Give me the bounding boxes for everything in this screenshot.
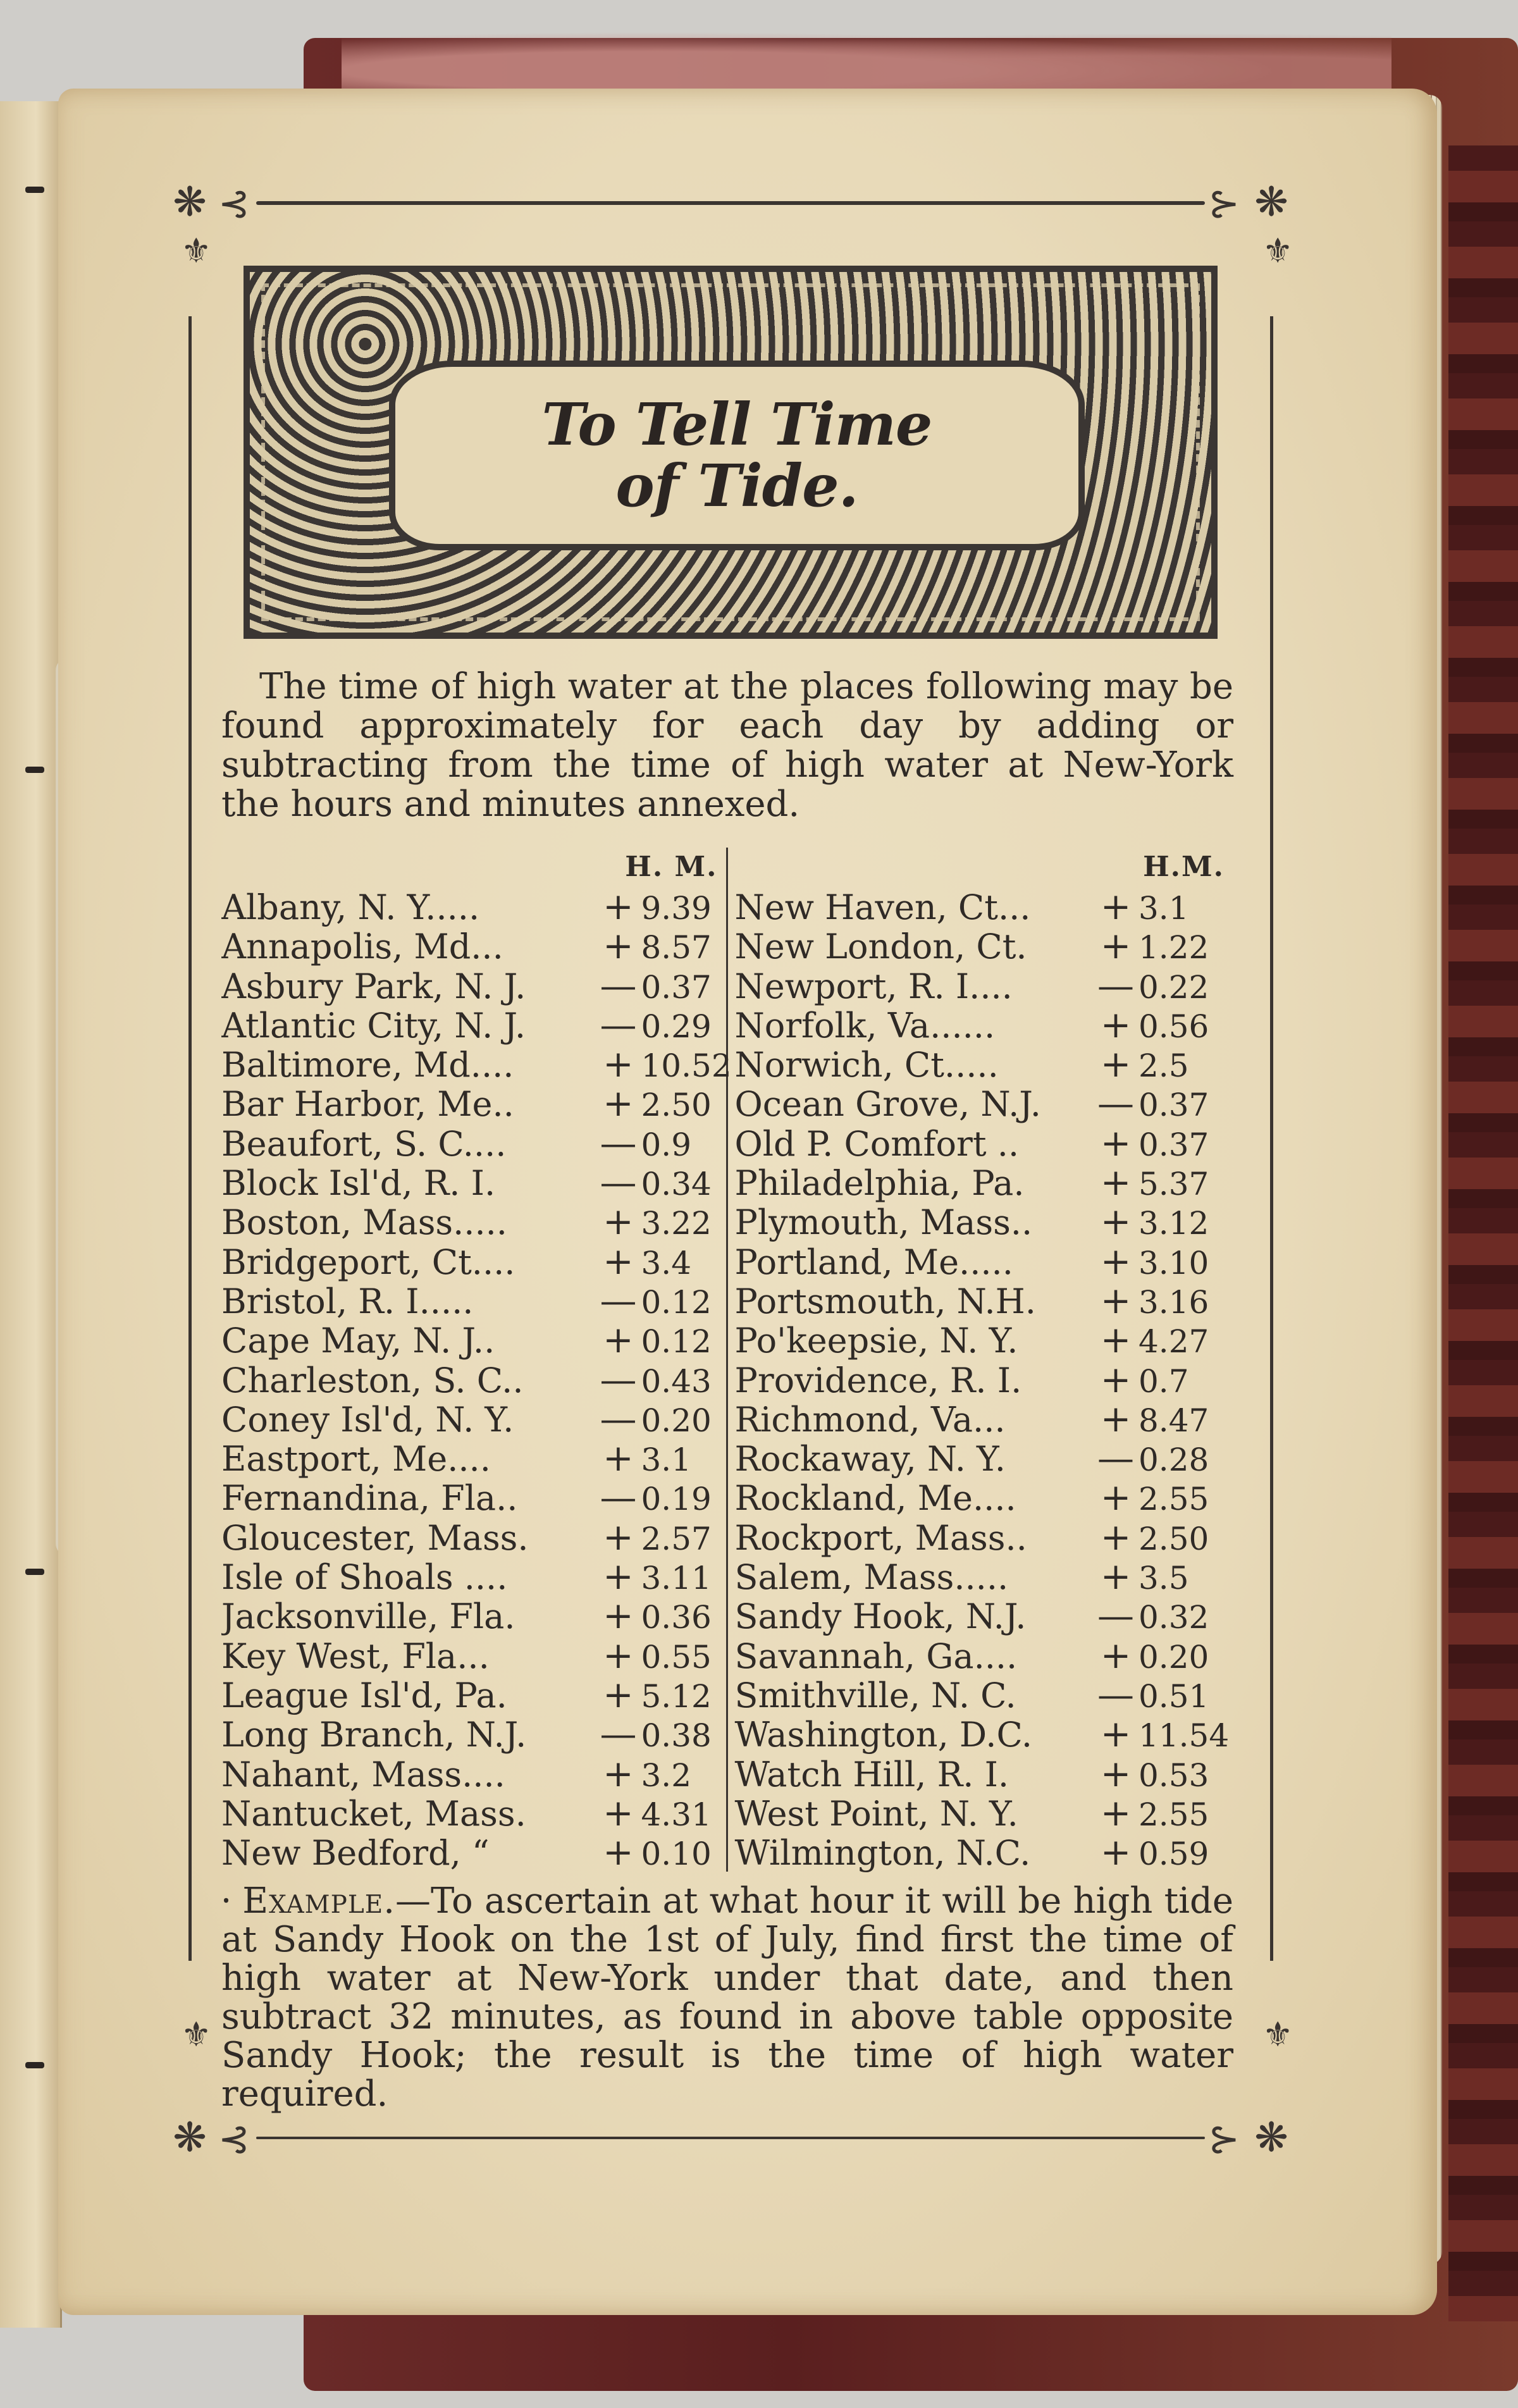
offset-value: 8.57	[641, 929, 712, 966]
place-name: Watch Hill, R. I.	[734, 1755, 1009, 1794]
column-header-hm: H.M.	[1143, 851, 1225, 883]
table-row	[734, 924, 1233, 968]
offset-sign: +	[603, 1042, 634, 1086]
offset-sign: +	[1100, 1278, 1132, 1322]
place-name: Newport, R. I....	[734, 966, 1013, 1006]
place-name: Coney Isl'd, N. Y.	[221, 1400, 514, 1440]
place-name: Eastport, Me....	[221, 1440, 491, 1479]
table-row	[734, 1793, 1233, 1832]
offset-value: 3.1	[641, 1442, 692, 1479]
pillar-ornament-icon: ⚜	[1262, 231, 1293, 271]
place-name: New Haven, Ct...	[734, 888, 1031, 927]
offset-value: 0.22	[1138, 968, 1209, 1006]
offset-value: 3.22	[641, 1205, 712, 1242]
offset-value: 3.16	[1138, 1283, 1209, 1321]
table-row	[734, 1278, 1233, 1322]
place-name: Washington, D.C.	[734, 1715, 1033, 1755]
left-rows	[221, 885, 732, 1874]
pillar-ornament-icon: ⚜	[181, 2015, 212, 2054]
table-row	[734, 1123, 1233, 1163]
place-name: Atlantic City, N. J.	[221, 1006, 526, 1046]
place-name: Ocean Grove, N.J.	[734, 1085, 1041, 1125]
place-name: New Bedford, “	[221, 1834, 490, 1874]
intro-text: The time of high water at the places following may be found approximately for each day by adding or subtracting from the time of high water at New-York the hours and minutes annexed.	[221, 666, 1233, 825]
table-row	[221, 1357, 726, 1401]
offset-value: 2.55	[1138, 1481, 1209, 1518]
table-row	[221, 887, 726, 926]
offset-value: 5.37	[1138, 1166, 1209, 1203]
place-name: Po'keepsie, N. Y.	[734, 1321, 1018, 1361]
offset-sign: +	[1100, 1633, 1132, 1677]
table-row	[221, 1278, 726, 1322]
place-name: Plymouth, Mass..	[734, 1203, 1033, 1243]
offset-sign: +	[603, 924, 634, 968]
offset-sign: +	[603, 1515, 634, 1559]
binding-mark	[25, 767, 44, 773]
place-name: Boston, Mass.....	[221, 1203, 507, 1243]
offset-sign: +	[1100, 1751, 1132, 1795]
place-name: Isle of Shoals ....	[221, 1558, 508, 1598]
offset-sign: —	[600, 1476, 637, 1519]
book-spine-edge	[1448, 145, 1518, 2321]
offset-value: 0.7	[1138, 1362, 1189, 1400]
table-row	[221, 1163, 726, 1202]
offset-value: 0.32	[1138, 1599, 1209, 1636]
offset-sign: —	[600, 963, 637, 1007]
table-row	[221, 1200, 726, 1244]
binding-mark	[25, 1569, 44, 1575]
place-name: Nantucket, Mass.	[221, 1794, 526, 1834]
offset-value: 0.43	[641, 1362, 712, 1400]
offset-value: 3.1	[1138, 890, 1189, 927]
offset-sign: —	[1097, 1082, 1134, 1125]
offset-value: 3.4	[641, 1244, 692, 1281]
offset-sign: +	[1100, 1200, 1132, 1244]
offset-sign: +	[603, 1594, 634, 1638]
offset-value: 0.37	[641, 968, 712, 1006]
offset-sign: +	[603, 1633, 634, 1677]
offset-sign: +	[603, 1082, 634, 1125]
offset-sign: +	[1100, 1555, 1132, 1598]
place-name: Norfolk, Va......	[734, 1006, 996, 1046]
table-row	[221, 1084, 726, 1123]
offset-value: 0.20	[641, 1402, 712, 1439]
offset-value: 3.5	[1138, 1560, 1189, 1597]
offset-value: 10.52	[641, 1047, 732, 1085]
place-name: Beaufort, S. C....	[221, 1124, 507, 1164]
example-bullet-icon: ⸱	[221, 1880, 243, 1922]
column-header-hm: H. M.	[625, 851, 718, 883]
corner-ornament-icon: ❋	[1254, 2115, 1288, 2161]
offset-value: 0.56	[1138, 1008, 1209, 1045]
title-cartouche	[244, 266, 1218, 639]
corner-ornament-icon: ❋	[1254, 179, 1288, 226]
table-row	[221, 1832, 726, 1872]
intro-paragraph	[221, 667, 1233, 824]
offset-value: 1.22	[1138, 929, 1209, 966]
offset-value: 3.12	[1138, 1205, 1209, 1242]
offset-sign: +	[1100, 924, 1132, 968]
table-row	[221, 1005, 726, 1044]
place-name: Gloucester, Mass.	[221, 1518, 529, 1558]
offset-sign: +	[1100, 1003, 1132, 1046]
place-name: Long Branch, N.J.	[221, 1715, 527, 1755]
place-name: Rockaway, N. Y.	[734, 1440, 1006, 1479]
place-name: Asbury Park, N. J.	[221, 966, 526, 1006]
offset-value: 5.12	[641, 1677, 712, 1715]
place-name: Block Isl'd, R. I.	[221, 1164, 496, 1204]
table-row	[734, 887, 1233, 926]
offset-value: 3.11	[641, 1560, 712, 1597]
offset-sign: +	[603, 1831, 634, 1874]
pillar-ornament-icon: ⚜	[181, 231, 212, 271]
binding-mark	[25, 2062, 44, 2068]
top-rule	[256, 201, 1205, 205]
offset-sign: +	[1100, 1161, 1132, 1204]
flourish-left-icon: ⊰	[218, 2117, 250, 2161]
table-column-left	[221, 848, 732, 1874]
offset-sign: —	[600, 1357, 637, 1401]
place-name: Portsmouth, N.H.	[734, 1281, 1036, 1321]
offset-value: 2.57	[641, 1520, 712, 1557]
offset-value: 0.29	[641, 1008, 712, 1045]
place-name: Bristol, R. I.....	[221, 1281, 474, 1321]
table-row	[221, 1633, 726, 1677]
place-name: Key West, Fla...	[221, 1636, 490, 1676]
offset-sign: —	[600, 1712, 637, 1756]
offset-sign: —	[600, 1278, 637, 1322]
offset-value: 0.51	[1138, 1677, 1209, 1715]
offset-sign: +	[1100, 1515, 1132, 1559]
offset-sign: +	[603, 1436, 634, 1480]
place-name: League Isl'd, Pa.	[221, 1676, 507, 1715]
table-row	[734, 1357, 1233, 1401]
offset-value: 3.10	[1138, 1244, 1209, 1281]
place-name: Fernandina, Fla..	[221, 1479, 518, 1519]
table-row	[734, 1751, 1233, 1795]
table-row	[734, 1478, 1233, 1517]
table-row	[221, 1751, 726, 1795]
offset-sign: +	[1100, 1239, 1132, 1283]
place-name: Rockland, Me....	[734, 1479, 1016, 1519]
table-row	[221, 1557, 726, 1596]
table-row	[734, 1044, 1233, 1084]
table-row	[734, 1084, 1233, 1123]
offset-sign: —	[1097, 1436, 1134, 1480]
offset-sign: +	[1100, 1791, 1132, 1834]
offset-sign: —	[600, 1003, 637, 1046]
table-row	[221, 1517, 726, 1557]
table-row	[734, 1438, 1233, 1478]
offset-value: 0.28	[1138, 1442, 1209, 1479]
right-rule	[1270, 316, 1273, 1961]
offset-sign: —	[1097, 1594, 1134, 1638]
table-row	[734, 963, 1233, 1007]
offset-sign: +	[603, 1791, 634, 1834]
offset-sign: +	[603, 1239, 634, 1283]
example-paragraph	[221, 1882, 1233, 2113]
place-name: Annapolis, Md...	[221, 927, 503, 967]
offset-value: 0.37	[1138, 1087, 1209, 1124]
table-row	[221, 1478, 726, 1517]
offset-sign: —	[600, 1397, 637, 1440]
offset-sign: +	[603, 1200, 634, 1244]
place-name: West Point, N. Y.	[734, 1794, 1018, 1834]
table-row	[734, 1832, 1233, 1872]
place-name: New London, Ct.	[734, 927, 1027, 967]
table-row	[221, 963, 726, 1007]
offset-sign: +	[603, 1555, 634, 1598]
offset-sign: +	[1100, 885, 1132, 928]
place-name: Salem, Mass.....	[734, 1558, 1009, 1598]
flourish-right-icon: ⊱	[1208, 2117, 1240, 2161]
table-row	[734, 1594, 1233, 1638]
table-row	[221, 1712, 726, 1756]
table-row	[734, 1163, 1233, 1202]
offset-sign: +	[603, 1318, 634, 1362]
offset-value: 9.39	[641, 890, 712, 927]
offset-value: 0.36	[641, 1599, 712, 1636]
table-row	[221, 1594, 726, 1638]
table-row	[221, 1672, 726, 1716]
offset-sign: +	[1100, 1712, 1132, 1756]
offset-sign: +	[603, 885, 634, 928]
offset-sign: +	[1100, 1831, 1132, 1874]
place-name: Old P. Comfort ..	[734, 1124, 1020, 1164]
offset-value: 8.47	[1138, 1402, 1209, 1439]
bottom-rule	[256, 2137, 1205, 2139]
flourish-left-icon: ⊰	[218, 182, 250, 226]
offset-value: 2.55	[1138, 1796, 1209, 1833]
offset-value: 0.38	[641, 1717, 712, 1755]
place-name: Providence, R. I.	[734, 1361, 1022, 1400]
offset-value: 4.31	[641, 1796, 712, 1833]
place-name: Nahant, Mass....	[221, 1755, 505, 1794]
place-name: Portland, Me.....	[734, 1242, 1013, 1282]
table-row	[734, 1239, 1233, 1283]
table-row	[734, 1633, 1233, 1677]
offset-value: 0.12	[641, 1323, 712, 1361]
offset-value: 2.5	[1138, 1047, 1189, 1085]
offset-sign: —	[600, 1121, 637, 1164]
table-row	[221, 1123, 726, 1163]
offset-value: 4.27	[1138, 1323, 1209, 1361]
offset-value: 2.50	[1138, 1520, 1209, 1557]
offset-sign: +	[1100, 1318, 1132, 1362]
offset-value: 0.55	[641, 1638, 712, 1676]
place-name: Rockport, Mass..	[734, 1518, 1027, 1558]
offset-value: 3.2	[641, 1757, 692, 1794]
place-name: Savannah, Ga....	[734, 1636, 1018, 1676]
table-column-right	[728, 848, 1233, 1872]
place-name: Baltimore, Md....	[221, 1046, 514, 1085]
flourish-right-icon: ⊱	[1208, 182, 1240, 226]
offset-value: 0.9	[641, 1126, 692, 1163]
offset-sign: —	[1097, 1672, 1134, 1716]
corner-ornament-icon: ❋	[173, 2115, 207, 2161]
table-row	[734, 1200, 1233, 1244]
offset-sign: —	[1097, 963, 1134, 1007]
table-row	[221, 1042, 732, 1086]
place-name: Wilmington, N.C.	[734, 1834, 1031, 1874]
place-name: Cape May, N. J..	[221, 1321, 495, 1361]
table-row	[734, 1005, 1233, 1044]
place-name: Jacksonville, Fla.	[221, 1597, 515, 1637]
offset-sign: +	[1100, 1476, 1132, 1519]
table-row	[221, 924, 726, 968]
page-title-line-1: To Tell Time	[541, 390, 932, 459]
offset-sign: +	[1100, 1042, 1132, 1086]
table-row	[734, 1557, 1233, 1596]
place-name: Bar Harbor, Me..	[221, 1085, 514, 1125]
place-name: Bridgeport, Ct....	[221, 1242, 515, 1282]
table-row	[221, 1399, 726, 1438]
offset-sign: +	[1100, 1357, 1132, 1401]
offset-value: 0.37	[1138, 1126, 1209, 1163]
place-name: Smithville, N. C.	[734, 1676, 1016, 1715]
offset-sign: —	[600, 1161, 637, 1204]
offset-value: 0.19	[641, 1481, 712, 1518]
offset-value: 0.34	[641, 1166, 712, 1203]
binding-mark	[25, 187, 44, 193]
offset-value: 0.12	[641, 1283, 712, 1321]
offset-sign: +	[603, 1751, 634, 1795]
offset-value: 2.50	[641, 1087, 712, 1124]
table-row	[734, 1672, 1233, 1716]
table-row	[734, 1712, 1233, 1756]
corner-ornament-icon: ❋	[173, 179, 207, 226]
pillar-ornament-icon: ⚜	[1262, 2015, 1293, 2054]
offset-value: 0.59	[1138, 1836, 1209, 1873]
left-rule	[188, 316, 192, 1961]
table-row	[221, 1239, 726, 1283]
place-name: Norwich, Ct.....	[734, 1046, 999, 1085]
example-text: —To ascertain at what hour it will be high tide at Sandy Hook on the 1st of July, find first the time of high water at New-York under that date, and then subtract 32 minutes, as found in above table opposite Sandy Hook; the result is the time of high water required.	[221, 1880, 1234, 2115]
table-row	[221, 1438, 726, 1478]
table-row	[734, 1517, 1233, 1557]
place-name: Charleston, S. C..	[221, 1361, 524, 1400]
facing-page-edge	[0, 101, 62, 2328]
place-name: Philadelphia, Pa.	[734, 1164, 1025, 1204]
offset-value: 0.10	[641, 1836, 712, 1873]
example-lead: Example.	[242, 1880, 396, 1922]
title-panel	[395, 367, 1078, 544]
offset-sign: +	[603, 1672, 634, 1716]
offset-sign: +	[1100, 1121, 1132, 1164]
offset-value: 11.54	[1138, 1717, 1230, 1755]
table-row	[734, 1399, 1233, 1438]
right-rows	[734, 887, 1233, 1872]
tide-table	[221, 848, 1233, 1872]
table-row	[221, 1793, 726, 1832]
place-name: Albany, N. Y.....	[221, 888, 480, 927]
table-row	[734, 1318, 1233, 1362]
offset-value: 0.53	[1138, 1757, 1209, 1794]
offset-sign: +	[1100, 1397, 1132, 1440]
page-title-line-2: of Tide.	[615, 452, 858, 520]
table-row	[221, 1318, 726, 1362]
place-name: Sandy Hook, N.J.	[734, 1597, 1027, 1637]
offset-value: 0.20	[1138, 1638, 1209, 1676]
place-name: Richmond, Va...	[734, 1400, 1006, 1440]
